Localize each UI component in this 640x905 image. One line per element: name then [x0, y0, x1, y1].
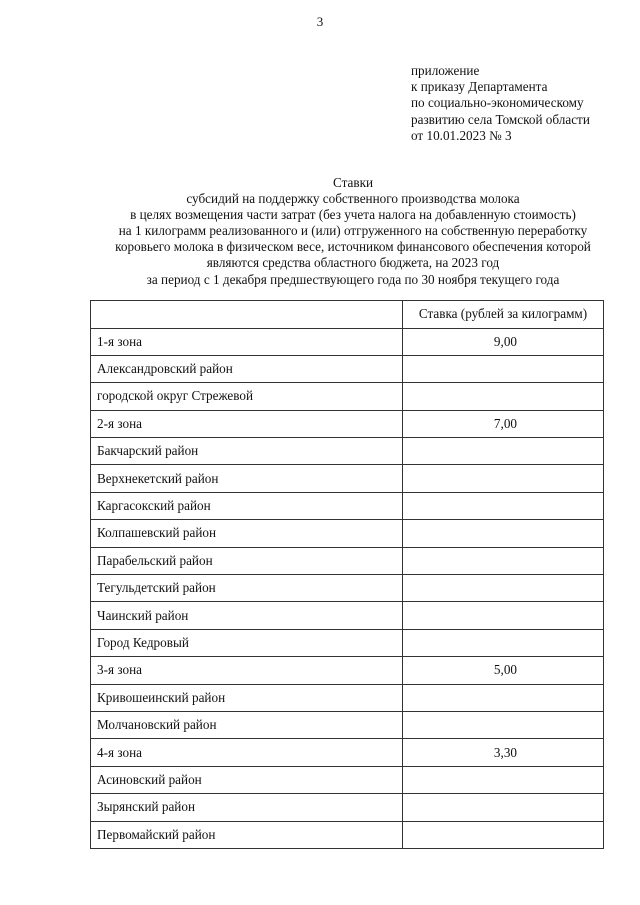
row-rate-cell: [403, 766, 604, 793]
row-name-cell: Тегульдетский район: [91, 575, 403, 602]
row-name-cell: 1-я зона: [91, 328, 403, 355]
appendix-block: [411, 63, 590, 144]
row-name-cell: Молчановский район: [91, 711, 403, 738]
row-rate-cell: [403, 383, 604, 410]
row-name-cell: Верхнекетский район: [91, 465, 403, 492]
appendix-line: развитию села Томской области: [411, 111, 590, 127]
row-rate-cell: [403, 520, 604, 547]
row-rate-cell: [403, 438, 604, 465]
row-name-cell: Колпашевский район: [91, 520, 403, 547]
heading-line: Ставки: [332, 175, 374, 190]
row-rate-cell: [403, 794, 604, 821]
heading-line: в целях возмещения части затрат (без учета налога на добавленную стоимость): [130, 207, 576, 223]
table-row: [91, 328, 604, 355]
row-name-cell: Бакчарский район: [91, 438, 403, 465]
heading-line: коровьего молока в физическом весе, источником финансового обеспечения которой: [115, 239, 591, 255]
table-row: [91, 575, 604, 602]
row-rate-cell: [403, 684, 604, 711]
row-name-cell: 4-я зона: [91, 739, 403, 766]
heading-line: за период с 1 декабря предшествующего года по 30 ноября текущего года: [146, 271, 560, 287]
row-rate-cell: 9,00: [403, 328, 604, 355]
row-name-cell: Кривошеинский район: [91, 684, 403, 711]
row-rate-cell: [403, 711, 604, 738]
header-name-cell: [91, 301, 403, 329]
table-row: [91, 821, 604, 848]
table-row: [91, 739, 604, 766]
table-row: [91, 520, 604, 547]
table-row: [91, 602, 604, 629]
row-name-cell: Зырянский район: [91, 794, 403, 821]
table-row: [91, 438, 604, 465]
row-rate-cell: [403, 629, 604, 656]
row-name-cell: 2-я зона: [91, 410, 403, 437]
row-name-cell: Каргасокский район: [91, 492, 403, 519]
row-name-cell: Чаинский район: [91, 602, 403, 629]
row-rate-cell: [403, 465, 604, 492]
row-name-cell: Асиновский район: [91, 766, 403, 793]
table-row: [91, 383, 604, 410]
table-row: [91, 711, 604, 738]
appendix-line: к приказу Департамента: [411, 79, 548, 95]
table-row: [91, 410, 604, 437]
appendix-line: по социально-экономическому: [411, 95, 584, 111]
row-name-cell: Александровский район: [91, 355, 403, 382]
heading-line: являются средства областного бюджета, на 2023 год: [206, 255, 500, 271]
header-rate-cell: Ставка (рублей за килограмм): [403, 301, 604, 329]
page-number: 3: [316, 14, 324, 29]
row-rate-cell: [403, 492, 604, 519]
table-row: [91, 657, 604, 684]
table-row: [91, 492, 604, 519]
table-row: [91, 766, 604, 793]
row-rate-cell: [403, 547, 604, 574]
table-row: [91, 355, 604, 382]
heading-line: субсидий на поддержку собственного производства молока: [186, 191, 520, 207]
row-rate-cell: 3,30: [403, 739, 604, 766]
table-row: [91, 465, 604, 492]
row-name-cell: Город Кедровый: [91, 629, 403, 656]
heading-line: на 1 килограмм реализованного и (или) отгруженного на собственную переработку: [118, 223, 588, 239]
document-heading: [0, 175, 640, 288]
appendix-line: приложение: [411, 63, 480, 78]
row-rate-cell: [403, 821, 604, 848]
row-name-cell: Парабельский район: [91, 547, 403, 574]
row-name-cell: 3-я зона: [91, 657, 403, 684]
table-row: [91, 794, 604, 821]
row-rate-cell: [403, 602, 604, 629]
table-header-row: [91, 301, 604, 329]
row-rate-cell: [403, 355, 604, 382]
row-rate-cell: 5,00: [403, 657, 604, 684]
row-name-cell: Первомайский район: [91, 821, 403, 848]
rates-table: [90, 300, 604, 849]
table-body: [91, 328, 604, 848]
table-row: [91, 547, 604, 574]
appendix-line: от 10.01.2023 № 3: [411, 127, 512, 143]
table-row: [91, 684, 604, 711]
row-rate-cell: [403, 575, 604, 602]
row-name-cell: городской округ Стрежевой: [91, 383, 403, 410]
table-row: [91, 629, 604, 656]
row-rate-cell: 7,00: [403, 410, 604, 437]
